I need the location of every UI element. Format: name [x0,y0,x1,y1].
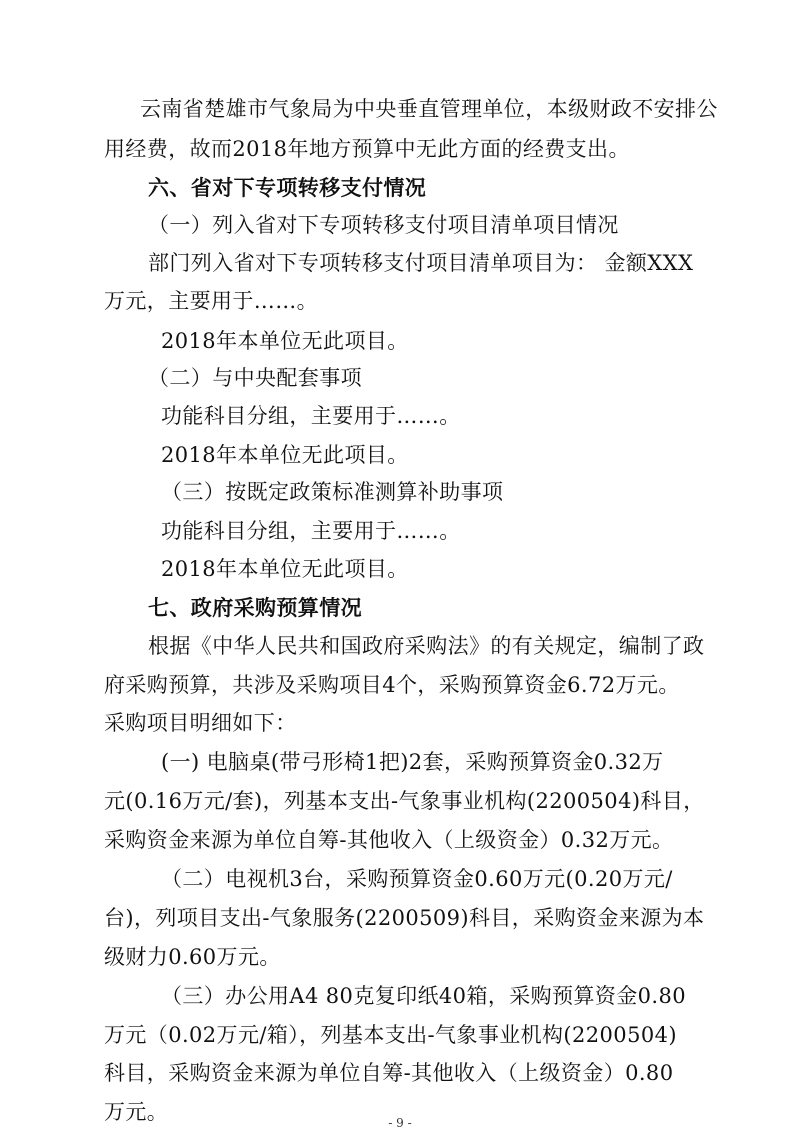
paragraph-line: 万元，主要用于……。 [104,289,318,313]
paragraph-line: (一) 电脑桌(带弓形椅1把)2套，采购预算资金0.32万 [161,750,664,774]
paragraph-line: （二）电视机3台，采购预算资金0.60万元(0.20万元/ [161,867,673,891]
subsection-heading: （三）按既定政策标准测算补助事项 [161,480,504,504]
paragraph-line: 万元。 [104,1100,169,1124]
subsection-heading: （一）列入省对下专项转移支付项目清单项目情况 [148,213,619,237]
paragraph-line: 采购资金来源为单位自筹-其他收入（上级资金）0.32万元。 [104,828,674,852]
page-number: - 9 - [388,1116,412,1130]
subsection-heading: （二）与中央配套事项 [148,366,362,390]
paragraph-line: 云南省楚雄市气象局为中央垂直管理单位，本级财政不安排公 [140,97,718,121]
paragraph-line: 采购项目明细如下： [104,711,297,735]
paragraph-line: 台)，列项目支出-气象服务(2200509)科目，采购资金来源为本 [104,906,705,930]
paragraph-line: 功能科目分组，主要用于……。 [161,519,461,543]
paragraph-line: 科目，采购资金来源为单位自筹-其他收入（上级资金）0.80 [104,1061,674,1085]
paragraph-line: 级财力0.60万元。 [104,945,281,969]
paragraph-line: 2018年本单位无此项目。 [161,443,409,467]
paragraph-line: 功能科目分组，主要用于……。 [161,404,461,428]
paragraph-line: 府采购预算，共涉及采购项目4个，采购预算资金6.72万元。 [104,673,680,697]
paragraph-line: （三）办公用A4 80克复印纸40箱，采购预算资金0.80 [161,984,687,1008]
paragraph-line: 元(0.16万元/套)，列基本支出-气象事业机构(2200504)科目， [104,789,705,813]
section-heading: 六、省对下专项转移支付情况 [148,175,427,200]
paragraph-line: 2018年本单位无此项目。 [161,329,409,353]
paragraph-line: 2018年本单位无此项目。 [161,557,409,581]
paragraph-line: 根据《中华人民共和国政府采购法》的有关规定，编制了政 [148,634,705,658]
section-heading: 七、政府采购预算情况 [148,595,362,620]
paragraph-line: 用经费，故而2018年地方预算中无此方面的经费支出。 [104,137,630,161]
paragraph-line: 万元（0.02万元/箱），列基本支出-气象事业机构(2200504) [104,1023,677,1047]
paragraph-line: 部门列入省对下专项转移支付项目清单项目为： 金额XXX [148,251,694,275]
